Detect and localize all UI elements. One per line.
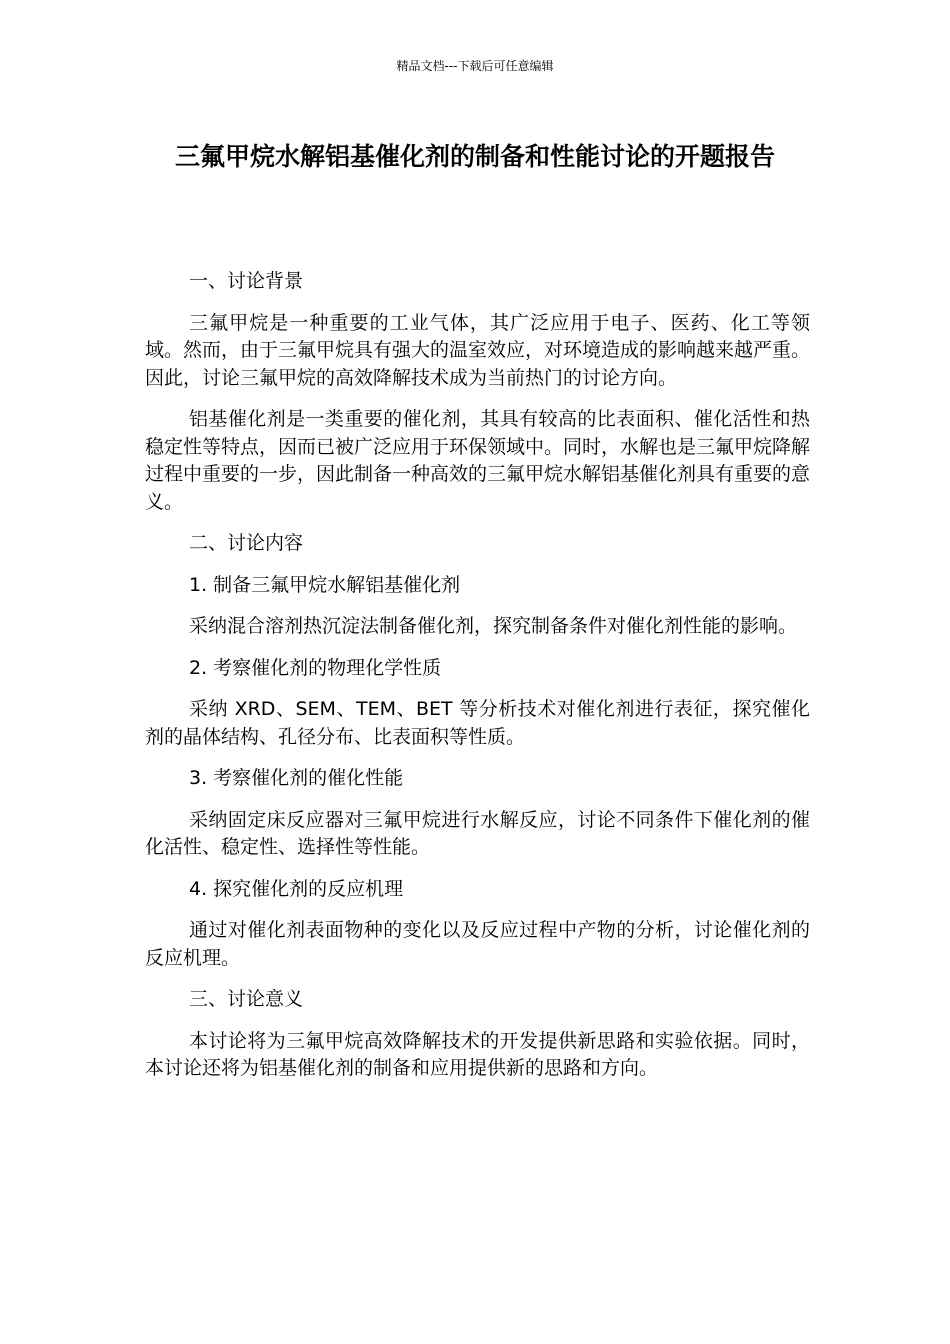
section-heading-content: 二、讨论内容 [189, 532, 304, 554]
paragraph: 本讨论将为三氟甲烷高效降解技术的开发提供新思路和实验依据。同时，本讨论还将为铝基催化剂的制备和应用提供新的思路和方向。 [145, 1029, 810, 1079]
page-header: 精品文档---下载后可任意编辑 [396, 59, 554, 73]
section-heading-significance: 三、讨论意义 [189, 988, 304, 1010]
document-body [145, 268, 810, 1097]
paragraph: 通过对催化剂表面物种的变化以及反应过程中产物的分析，讨论催化剂的反应机理。 [145, 919, 810, 969]
paragraph: 三氟甲烷是一种重要的工业气体，其广泛应用于电子、医药、化工等领域。然而，由于三氟甲烷具有强大的温室效应，对环境造成的影响越来越严重。因此，讨论三氟甲烷的高效降解技术成为当前热门的讨论方向。 [145, 311, 811, 389]
subheading: 3. 考察催化剂的催化性能 [189, 767, 404, 789]
subheading: 4. 探究催化剂的反应机理 [189, 877, 404, 900]
paragraph: 采纳混合溶剂热沉淀法制备催化剂，探究制备条件对催化剂性能的影响。 [189, 615, 798, 637]
subheading: 2. 考察催化剂的物理化学性质 [189, 656, 442, 679]
paragraph: 采纳固定床反应器对三氟甲烷进行水解反应，讨论不同条件下催化剂的催化活性、稳定性、选择性等性能。 [145, 808, 810, 858]
subheading: 1. 制备三氟甲烷水解铝基催化剂 [189, 573, 461, 596]
document-title: 三氟甲烷水解铝基催化剂的制备和性能讨论的开题报告 [174, 142, 775, 171]
paragraph: 铝基催化剂是一类重要的催化剂，其具有较高的比表面积、催化活性和热稳定性等特点，因而已被广泛应用于环保领域中。同时，水解也是三氟甲烷降解过程中重要的一步，因此制备一种高效的三氟甲烷水解铝基催化剂具有重要的意义。 [145, 408, 811, 513]
paragraph: 采纳 XRD、SEM、TEM、BET 等分析技术对催化剂进行表征，探究催化剂的晶体结构、孔径分布、比表面积等性质。 [145, 698, 810, 748]
section-heading-background: 一、讨论背景 [189, 270, 304, 292]
